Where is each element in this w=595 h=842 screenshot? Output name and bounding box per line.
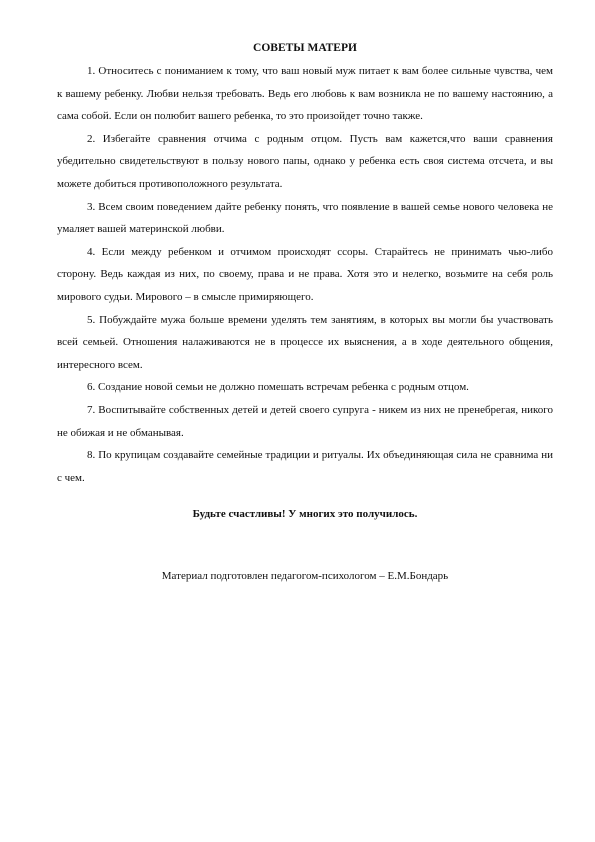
advice-paragraph-8: 8. По крупицам создавайте семейные традиции и ритуалы. Их объединяющая сила не сравнима ни с чем. — [57, 449, 553, 484]
document-page — [57, 40, 553, 587]
author-credit: Материал подготовлен педагогом-психологом – Е.М.Бондарь — [161, 570, 449, 583]
closing-line: Будьте счастливы! У многих это получилось. — [192, 508, 418, 521]
advice-paragraph-4: 4. Если между ребенком и отчимом происходят ссоры. Старайтесь не принимать чью-либо сторону. Ведь каждая из них, по своему, права и не права. Хотя это и нелегко, возьмите на себя роль мирового судьи. Мирового – в смысле примиряющего. — [57, 245, 553, 303]
advice-paragraph-3: 3. Всем своим поведением дайте ребенку понять, что появление в вашей семье нового человека не умаляет вашей материнской любви. — [57, 200, 553, 236]
document-title: СОВЕТЫ МАТЕРИ — [253, 42, 357, 54]
advice-paragraph-1: 1. Относитесь с пониманием к тому, что ваш новый муж питает к вам более сильные чувства, чем к вашему ребенку. Любви нельзя требовать. Ведь его любовь к вам возникла не по вашему настоянию, а сама собой. Если он полюбит вашего ребенка, то это произойдет точно также. — [57, 65, 553, 123]
advice-paragraph-5: 5. Побуждайте мужа больше времени уделять тем занятиям, в которых вы могли бы участвовать всей семьей. Отношения налаживаются не в процессе их выяснения, а в ходе деятельного общения, интересного всем. — [57, 313, 553, 371]
advice-paragraph-7: 7. Воспитывайте собственных детей и детей своего супруга - никем из них не пренебрегая, никого не обижая и не обманывая. — [57, 403, 553, 439]
advice-paragraph-2: 2. Избегайте сравнения отчима с родным отцом. Пусть вам кажется,что ваши сравнения убедительно свидетельствуют в пользу нового папы, однако у ребенка есть своя система отсчета, и вы можете добиться противоположного результата. — [57, 132, 553, 190]
advice-paragraph-6: 6. Создание новой семьи не должно помешать встречам ребенка с родным отцом. — [87, 381, 469, 394]
